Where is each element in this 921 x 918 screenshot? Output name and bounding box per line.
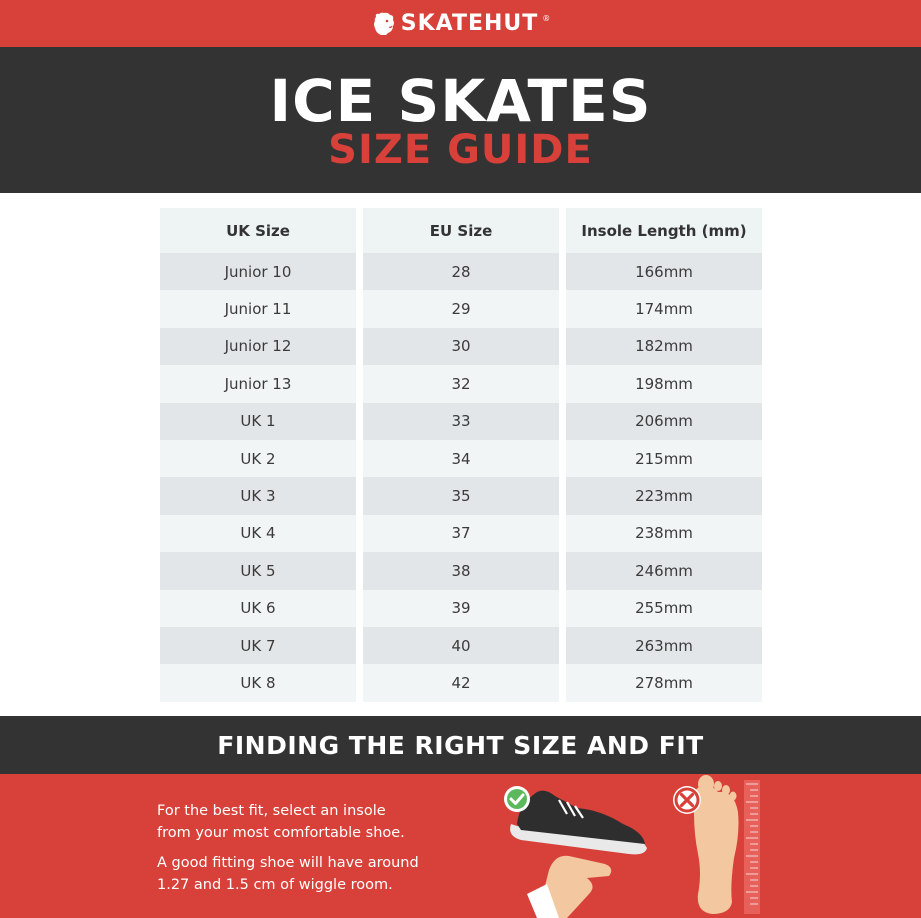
fit-tip-wiggle-room [157, 852, 477, 896]
table-cell-eu-size: 32 [363, 365, 559, 402]
table-cell-insole-length: 278mm [566, 664, 762, 701]
table-row [160, 365, 763, 402]
table-header-row [160, 208, 763, 253]
table-row [160, 515, 763, 552]
table-row [160, 477, 763, 514]
table-cell-uk-size: UK 5 [160, 552, 356, 589]
brand-name: SKATEHUT [400, 11, 539, 36]
table-cell-uk-size: UK 3 [160, 477, 356, 514]
table-row [160, 627, 763, 664]
table-cell-insole-length: 174mm [566, 290, 762, 327]
size-table [160, 208, 763, 702]
table-cell-uk-size: UK 1 [160, 403, 356, 440]
table-body [160, 253, 763, 702]
table-cell-insole-length: 238mm [566, 515, 762, 552]
table-cell-uk-size: UK 4 [160, 515, 356, 552]
table-cell-eu-size: 34 [363, 440, 559, 477]
fit-tip-wiggle-line-1: A good fitting shoe will have around [157, 855, 419, 871]
fit-tip-wiggle-line-2: 1.27 and 1.5 cm of wiggle room. [157, 877, 393, 893]
brand-bar [0, 0, 921, 47]
fit-tip-insole-line-1: For the best fit, select an insole [157, 803, 386, 819]
column-header-uk-size: UK Size [160, 208, 356, 253]
table-cell-eu-size: 30 [363, 328, 559, 365]
table-cell-eu-size: 40 [363, 627, 559, 664]
table-cell-uk-size: UK 2 [160, 440, 356, 477]
table-row [160, 253, 763, 290]
table-cell-uk-size: UK 8 [160, 664, 356, 701]
brand-logo[interactable] [371, 11, 551, 37]
x-circle-icon [673, 786, 701, 814]
table-cell-uk-size: Junior 10 [160, 253, 356, 290]
table-cell-insole-length: 215mm [566, 440, 762, 477]
table-cell-insole-length: 246mm [566, 552, 762, 589]
fit-tip-insole-line-2: from your most comfortable shoe. [157, 825, 405, 841]
bear-head-icon [371, 11, 397, 37]
table-cell-uk-size: Junior 13 [160, 365, 356, 402]
table-cell-insole-length: 263mm [566, 627, 762, 664]
table-cell-eu-size: 33 [363, 403, 559, 440]
shoe-in-hand-illustration [497, 774, 667, 918]
table-cell-uk-size: Junior 12 [160, 328, 356, 365]
table-cell-uk-size: UK 6 [160, 590, 356, 627]
table-row [160, 590, 763, 627]
page-subtitle: SIZE GUIDE [328, 127, 593, 173]
fit-section-panel [0, 774, 921, 918]
table-cell-eu-size: 39 [363, 590, 559, 627]
page-title: ICE SKATES [269, 67, 652, 135]
table-row [160, 552, 763, 589]
table-cell-uk-size: UK 7 [160, 627, 356, 664]
table-cell-eu-size: 37 [363, 515, 559, 552]
column-header-eu-size: EU Size [363, 208, 559, 253]
table-cell-insole-length: 206mm [566, 403, 762, 440]
foot-ruler-illustration [668, 774, 768, 918]
table-cell-eu-size: 38 [363, 552, 559, 589]
registered-mark: ® [542, 14, 551, 23]
table-row [160, 403, 763, 440]
table-row [160, 664, 763, 701]
table-cell-uk-size: Junior 11 [160, 290, 356, 327]
hero-banner [0, 47, 921, 193]
table-cell-eu-size: 42 [363, 664, 559, 701]
table-cell-insole-length: 255mm [566, 590, 762, 627]
table-cell-insole-length: 223mm [566, 477, 762, 514]
table-cell-insole-length: 198mm [566, 365, 762, 402]
table-cell-eu-size: 35 [363, 477, 559, 514]
column-header-insole-length: Insole Length (mm) [566, 208, 762, 253]
table-cell-eu-size: 29 [363, 290, 559, 327]
fit-tip-insole [157, 800, 477, 844]
table-row [160, 290, 763, 327]
fit-section-header [0, 716, 921, 774]
fit-section-title: FINDING THE RIGHT SIZE AND FIT [217, 730, 704, 760]
table-cell-insole-length: 182mm [566, 328, 762, 365]
table-row [160, 440, 763, 477]
table-cell-eu-size: 28 [363, 253, 559, 290]
table-cell-insole-length: 166mm [566, 253, 762, 290]
table-row [160, 328, 763, 365]
check-circle-icon [504, 786, 530, 812]
